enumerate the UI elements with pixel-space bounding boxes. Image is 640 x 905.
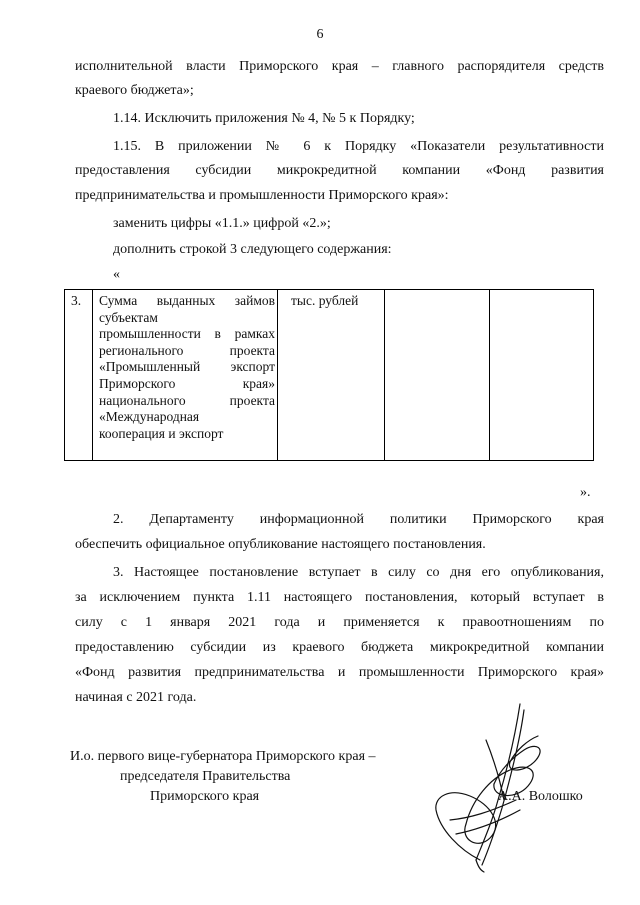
item-3-line-3: силу с 1 января 2021 года и применяется к правоотношениям по — [75, 615, 604, 630]
item-2-line-2: обеспечить официальное опубликование настоящего постановления. — [75, 537, 486, 552]
indicator-table — [64, 289, 594, 461]
table-cell-number: 3. — [71, 293, 82, 308]
indicator-line: кооперация и экспорт — [99, 425, 224, 441]
table-divider — [277, 290, 278, 460]
item-3-line-1: 3. Настоящее постановление вступает в силу со дня его опубликования, — [113, 565, 604, 580]
indicator-line: Приморского края» — [99, 375, 275, 391]
indicator-line: регионального проекта — [99, 342, 275, 358]
indicator-line: промышленности в рамках — [99, 326, 275, 342]
item-1-15-line-2: предоставления субсидии микрокредитной компании «Фонд развития — [75, 163, 604, 178]
add-row-line: дополнить строкой 3 следующего содержания: — [113, 242, 392, 257]
indicator-line: Сумма выданных займов — [99, 293, 275, 308]
replace-digits-line: заменить цифры «1.1.» цифрой «2.»; — [113, 216, 331, 231]
indicator-line: «Промышленный экспорт — [99, 359, 275, 375]
open-quote: « — [113, 267, 120, 282]
item-1-15-line-3: предпринимательства и промышленности Приморского края»: — [75, 188, 449, 203]
indicator-line: национального проекта — [99, 392, 275, 408]
table-divider — [489, 290, 490, 460]
item-3-line-5: «Фонд развития предпринимательства и промышленности Приморского края» — [75, 665, 604, 680]
close-quote: ». — [580, 485, 591, 500]
signatory-title-line-1: И.о. первого вице-губернатора Приморского края – — [70, 749, 376, 764]
table-divider — [384, 290, 385, 460]
intro-line-1: исполнительной власти Приморского края – главного распорядителя средств — [75, 59, 604, 74]
table-cell-unit: тыс. рублей — [291, 293, 359, 308]
item-1-14: 1.14. Исключить приложения № 4, № 5 к Порядку; — [113, 111, 415, 126]
signatory-title-line-3: Приморского края — [150, 789, 260, 804]
table-cell-indicator — [99, 293, 275, 442]
handwritten-signature — [420, 700, 580, 875]
item-3-line-6: начиная с 2021 года. — [75, 690, 197, 705]
indicator-line: субъектам — [99, 309, 158, 325]
page-number: 6 — [316, 27, 324, 42]
indicator-line: «Международная — [99, 409, 200, 425]
signatory-name: А.А. Волошко — [498, 789, 583, 804]
item-3-line-2: за исключением пункта 1.11 настоящего постановления, который вступает в — [75, 590, 604, 605]
table-divider — [92, 290, 93, 460]
item-3-line-4: предоставлению субсидии из краевого бюджета микрокредитной компании — [75, 640, 604, 655]
item-2-line-1: 2. Департаменту информационной политики Приморского края — [113, 512, 604, 527]
signatory-title-line-2: председателя Правительства — [120, 769, 291, 784]
item-1-15-line-1: 1.15. В приложении № 6 к Порядку «Показатели результативности — [113, 139, 604, 154]
intro-line-2: краевого бюджета»; — [75, 83, 194, 98]
